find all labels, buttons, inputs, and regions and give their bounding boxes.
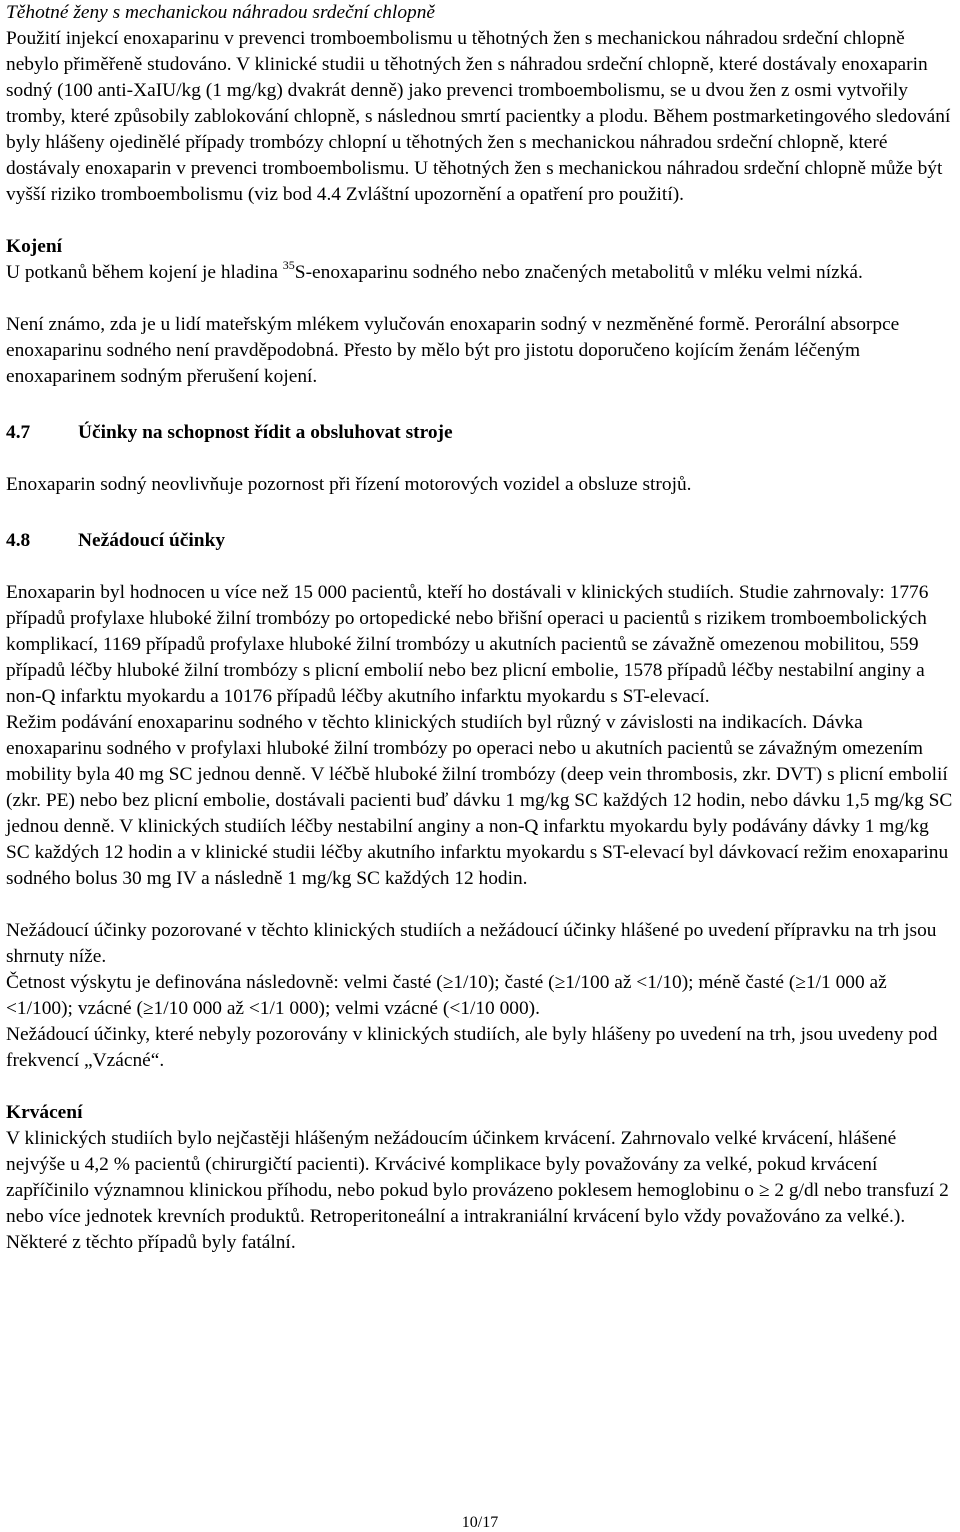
lactation-paragraph-1 — [6, 257, 956, 286]
bleeding-fatal-note: Některé z těchto případů byly fatální. — [6, 1232, 296, 1253]
section-number: 4.8 — [6, 530, 31, 551]
lactation-paragraph-2: Není známo, zda je u lidí mateřským mlékem vylučován enoxaparin sodný v nezměněné formě. Perorální absorpce enoxaparinu sodného není pravděpodobná. Přesto by mělo být pro jistotu doporučeno kojícím ženám léčeným enoxaparinem sodným přerušení kojení. — [6, 314, 900, 387]
section-4-7-paragraph: Enoxaparin sodný neovlivňuje pozornost při řízení motorových vozidel a obsluze strojů. — [6, 474, 692, 495]
frequency-definition: Četnost výskytu je definována následovně: velmi časté (≥1/10); časté (≥1/100 až <1/10); méně časté (≥1/1 000 až <1/100); vzácné (≥1/10 000 až <1/1 000); velmi vzácné (<1/10 000). — [6, 972, 887, 1019]
lactation-heading: Kojení — [6, 236, 63, 257]
document-page — [6, 0, 956, 1256]
section-number: 4.7 — [6, 422, 31, 443]
isotope-superscript: 35 — [282, 257, 295, 272]
bleeding-heading: Krvácení — [6, 1102, 83, 1123]
lactation-text-b: S-enoxaparinu sodného nebo značených metabolitů v mléku velmi nízká. — [294, 262, 863, 283]
section-4-8-paragraph-1: Enoxaparin byl hodnocen u více než 15 000 pacientů, kteří ho dostávali v klinických studiích. Studie zahrnovaly: 1776 případů profylaxe hluboké žilní trombózy po ortopedické nebo břišní operaci u pacientů s rizikem tromboembolických komplikací, 1169 případů profylaxe hluboké žilní trombózy u akutních pacientů se závažně omezenou mobilitou, 559 případů léčby hluboké žilní trombózy s plicní embolií nebo bez plicní embolie, 1578 případů léčby nestabilní anginy a non-Q infarktu myokardu a 10176 případů léčby akutního infarktu myokardu s ST-elevací. — [6, 582, 929, 707]
pregnancy-heading: Těhotné ženy s mechanickou náhradou srdeční chlopně — [6, 2, 436, 23]
lactation-text-a: U potkanů během kojení je hladina — [6, 262, 283, 283]
pregnancy-paragraph: Použití injekcí enoxaparinu v prevenci tromboembolismu u těhotných žen s mechanickou náhradou srdeční chlopně nebylo přiměřeně studováno. V klinické studii u těhotných žen s náhradou srdeční chlopně, které dostávaly enoxaparin sodný (100 anti-XaIU/kg (1 mg/kg) dvakrát denně) jako prevenci tromboembolismu, se u dvou žen z osmi vytvořily tromby, které způsobily zablokování chlopně, s následnou smrtí pacientky a plodu. Během postmarketingového sledování byly hlášeny ojedinělé případy trombózy chlopní u těhotných žen s mechanickou náhradou srdeční chlopně, které dostávaly enoxaparin v prevenci tromboembolismu. U těhotných žen s mechanickou náhradou srdeční chlopně může být vyšší riziko tromboembolismu (viz bod 4.4 Zvláštní upozornění a opatření pro použití). — [6, 28, 951, 205]
bleeding-paragraph: V klinických studiích bylo nejčastěji hlášeným nežádoucím účinkem krvácení. Zahrnovalo velké krvácení, hlášené nejvýše u 4,2 % pacientů (chirurgičtí pacienti). Krvácivé komplikace byly považovány za velké, pokud krvácení zapříčinilo významnou klinickou příhodu, nebo pokud bylo provázeno poklesem hemoglobinu o ≥ 2 g/dl nebo transfuzí 2 nebo více jednotek krevních produktů. Retroperitoneální a intrakraniální krvácení bylo vždy považováno za velké.). — [6, 1128, 949, 1227]
page-number: 10/17 — [461, 1514, 499, 1531]
section-title: Nežádoucí účinky — [78, 530, 226, 551]
section-4-8-paragraph-3: Nežádoucí účinky pozorované v těchto klinických studiích a nežádoucí účinky hlášené po uvedení přípravku na trh jsou shrnuty níže. — [6, 920, 937, 967]
section-4-8-paragraph-5: Nežádoucí účinky, které nebyly pozorovány v klinických studiích, ale byly hlášeny po uvedení na trh, jsou uvedeny pod frekvencí „Vzácné“. — [6, 1024, 938, 1071]
section-4-7-heading — [6, 420, 956, 446]
section-4-8-heading — [6, 528, 956, 554]
section-4-8-paragraph-2: Režim podávání enoxaparinu sodného v těchto klinických studiích byl různý v závislosti na indikacích. Dávka enoxaparinu sodného v profylaxi hluboké žilní trombózy po operaci nebo u akutních pacientů se závažným omezením mobility byla 40 mg SC jednou denně. V léčbě hluboké žilní trombózy (deep vein thrombosis, zkr. DVT) s plicní embolií (zkr. PE) nebo bez plicní embolie, dostávali pacienti buď dávku 1 mg/kg SC každých 12 hodin, nebo dávku 1,5 mg/kg SC jednou denně. V klinických studiích léčby nestabilní anginy a non-Q infarktu myokardu byly podávány dávky 1 mg/kg SC každých 12 hodin a v klinické studii léčby akutního infarktu myokardu s ST-elevací byl dávkovací režim enoxaparinu sodného bolus 30 mg IV a následně 1 mg/kg SC každých 12 hodin. — [6, 712, 953, 889]
section-title: Účinky na schopnost řídit a obsluhovat stroje — [78, 422, 453, 443]
